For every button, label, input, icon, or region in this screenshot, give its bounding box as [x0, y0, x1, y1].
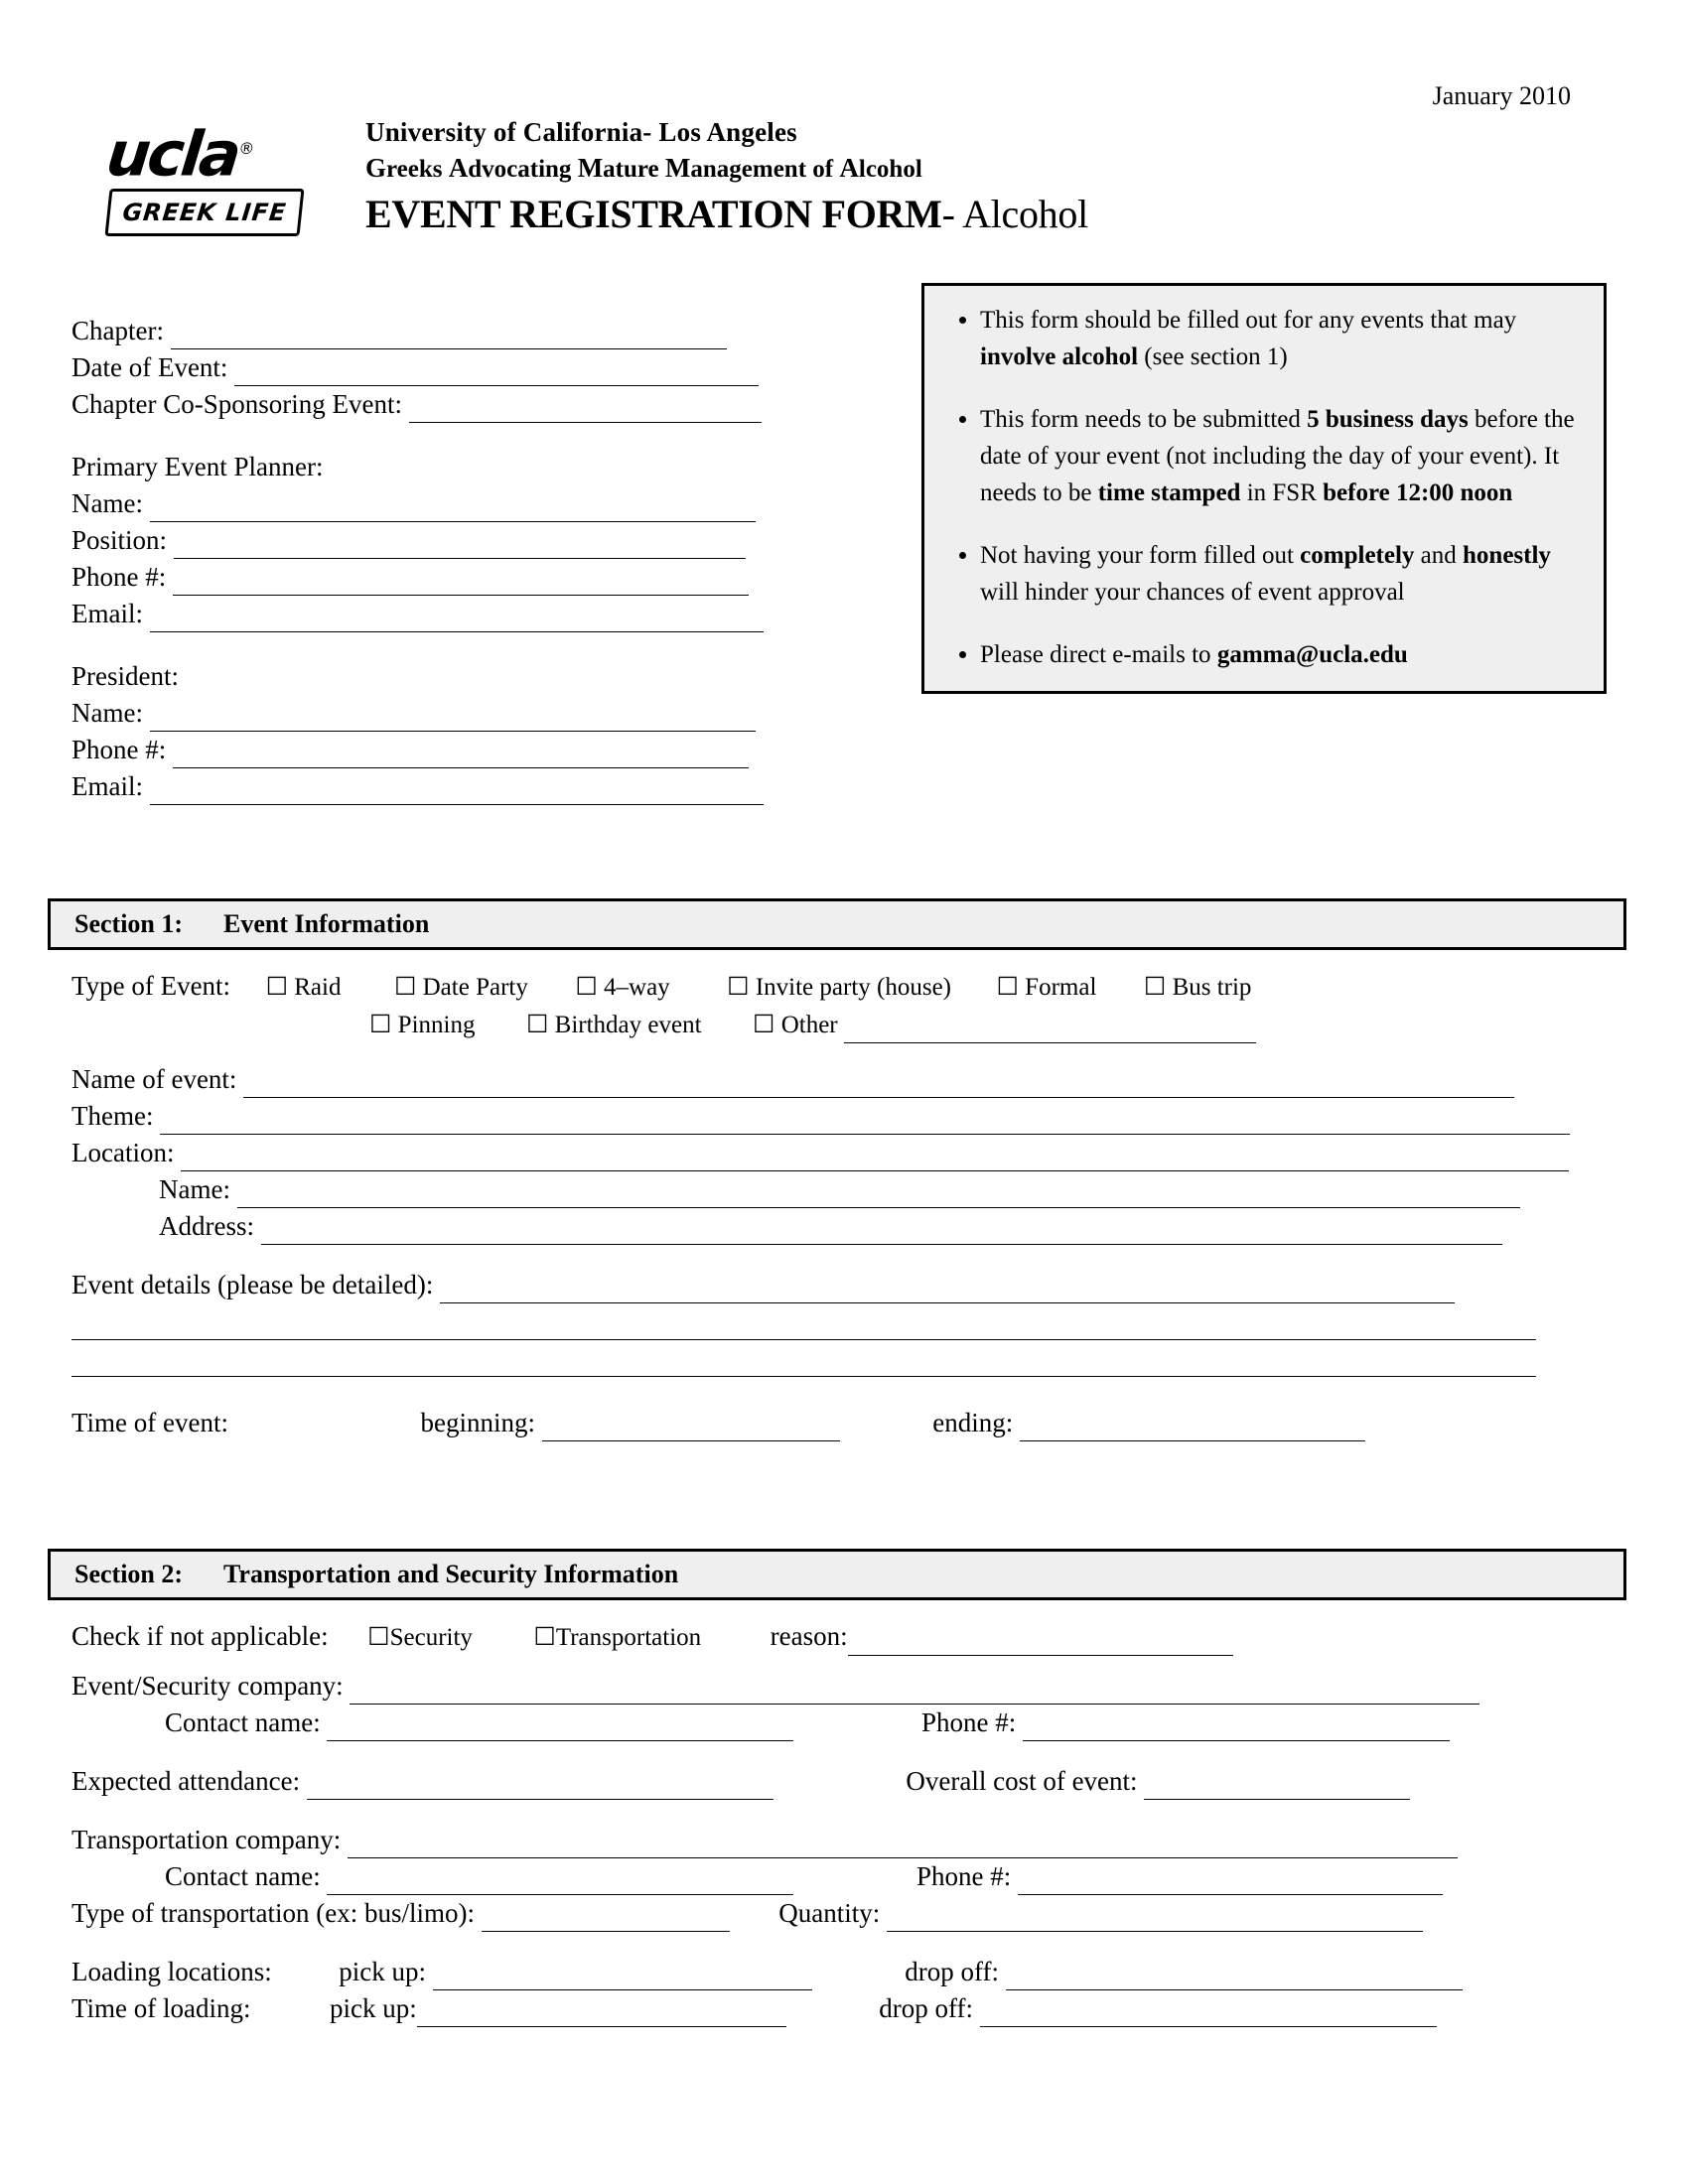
ucla-wordmark: [102, 117, 320, 191]
field-co-sponsor-label: Chapter Co-Sponsoring Event:: [71, 389, 402, 419]
spacer-1: [71, 423, 896, 449]
field-security-contact-label: Contact name:: [165, 1707, 321, 1737]
field-location-name: [71, 1171, 1620, 1208]
field-transport-contact-row: [71, 1858, 1620, 1895]
instruction-1-bold: involve alcohol: [980, 343, 1139, 370]
section-2-body: [71, 1618, 1620, 2027]
gamma-acronym-line: Greeks Advocating Mature Management of Alcohol: [365, 153, 922, 183]
field-theme-label: Theme:: [71, 1101, 154, 1131]
event-details-line-2-row: [71, 1303, 1620, 1340]
field-other-event-type-input[interactable]: [844, 1017, 1256, 1043]
instruction-item-2: [980, 401, 1590, 511]
instruction-3-bold-2: honestly: [1463, 542, 1551, 569]
spacer-6: [71, 1656, 1620, 1668]
field-overall-cost-input[interactable]: [1144, 1773, 1410, 1800]
event-type-row-1: [71, 968, 1620, 1006]
field-security-company-input[interactable]: [350, 1678, 1479, 1705]
field-planner-phone-input[interactable]: [173, 569, 749, 596]
field-chapter-input[interactable]: [171, 323, 727, 349]
field-security-company-label: Event/Security company:: [71, 1671, 344, 1701]
field-president-email: [71, 768, 896, 805]
instruction-2-text-c: in FSR: [1240, 479, 1324, 506]
field-security-phone-input[interactable]: [1023, 1714, 1450, 1741]
spacer-2: [71, 632, 896, 658]
loading-dropoff-label: drop off:: [905, 1957, 999, 1986]
loading-locations-label: Loading locations:: [71, 1957, 272, 1986]
field-quantity-input[interactable]: [887, 1905, 1423, 1932]
field-overall-cost-label: Overall cost of event:: [906, 1766, 1138, 1796]
field-president-phone: [71, 732, 896, 768]
field-location-address: [71, 1208, 1620, 1245]
field-transportation-company: [71, 1822, 1620, 1858]
time-of-loading-row: [71, 1990, 1620, 2027]
section-1-header: [48, 898, 1626, 950]
field-planner-phone: [71, 559, 896, 596]
field-time-beginning-input[interactable]: [542, 1415, 840, 1441]
reason-label: reason:: [770, 1621, 848, 1651]
time-dropoff-label: drop off:: [879, 1993, 974, 2023]
field-planner-name-label: Name:: [71, 488, 143, 518]
field-loading-dropoff-input[interactable]: [1006, 1964, 1463, 1990]
instruction-2-bold-1: 5 business days: [1307, 406, 1469, 433]
loading-locations-row: [71, 1954, 1620, 1990]
field-event-details-input-line-3[interactable]: [71, 1350, 1536, 1377]
instruction-3-text-b: and: [1414, 542, 1464, 569]
field-theme: [71, 1098, 1620, 1135]
field-loading-pickup-input[interactable]: [433, 1964, 812, 1990]
instruction-3-text-a: Not having your form filled out: [980, 542, 1301, 569]
event-type-row-2: [71, 1006, 1620, 1043]
checkbox-date-party-label: Date Party: [422, 974, 528, 1001]
checkbox-4-way-label: 4–way: [604, 974, 670, 1001]
field-transport-contact-label: Contact name:: [165, 1861, 321, 1891]
field-time-pickup-input[interactable]: [417, 2000, 786, 2027]
field-planner-name: [71, 485, 896, 522]
field-location-label: Location:: [71, 1138, 175, 1167]
checkbox-birthday-event[interactable]: ☐ Birthday event: [525, 1012, 702, 1038]
field-time-dropoff-input[interactable]: [980, 2000, 1437, 2027]
planner-heading: Primary Event Planner:: [71, 452, 324, 481]
checkbox-formal[interactable]: ☐ Formal: [996, 974, 1097, 1001]
field-transport-type-input[interactable]: [482, 1905, 730, 1932]
field-co-sponsor: [71, 386, 896, 423]
field-president-phone-label: Phone #:: [71, 735, 167, 764]
attendance-cost-row: [71, 1763, 1620, 1800]
loading-pickup-label: pick up:: [339, 1957, 426, 1986]
checkbox-pinning[interactable]: ☐ Pinning: [369, 1012, 476, 1038]
checkbox-other-label: Other: [780, 1012, 838, 1038]
instruction-2-text-b: before the date of your event (not including the day of your event). It needs to be: [980, 406, 1575, 506]
event-type-label: Type of Event:: [71, 971, 231, 1001]
instruction-2-bold-2: time stamped: [1097, 479, 1241, 506]
time-of-loading-label: Time of loading:: [71, 1993, 251, 2023]
page-title: [365, 191, 1358, 237]
president-heading: President:: [71, 661, 179, 691]
section-1-title: Event Information: [223, 909, 430, 938]
time-of-event-label: Time of event:: [71, 1408, 228, 1437]
field-president-email-label: Email:: [71, 771, 143, 801]
checkbox-raid-label: Raid: [294, 974, 342, 1001]
field-planner-name-input[interactable]: [150, 495, 756, 522]
time-beginning-label: beginning:: [420, 1408, 535, 1437]
instruction-2-bold-3: before 12:00 noon: [1323, 479, 1513, 506]
field-location-input[interactable]: [181, 1145, 1569, 1171]
greek-life-banner: [104, 189, 304, 236]
spacer-3: [71, 1043, 1620, 1061]
field-date-of-event-label: Date of Event:: [71, 352, 228, 382]
field-co-sponsor-input[interactable]: [409, 396, 762, 423]
field-location-name-label: Name:: [159, 1174, 230, 1204]
field-time-ending-input[interactable]: [1020, 1415, 1365, 1441]
section-2-title: Transportation and Security Information: [223, 1560, 679, 1588]
not-applicable-row: [71, 1618, 1620, 1656]
time-pickup-label: pick up:: [330, 1993, 417, 2023]
field-location-name-input[interactable]: [237, 1181, 1520, 1208]
field-transportation-company-label: Transportation company:: [71, 1825, 342, 1854]
instruction-item-4: [980, 636, 1590, 673]
checkbox-raid[interactable]: ☐ Raid: [265, 974, 342, 1001]
instructions-box: [921, 283, 1607, 694]
spacer-8: [71, 1800, 1620, 1822]
field-theme-input[interactable]: [160, 1108, 1570, 1135]
field-transportation-company-input[interactable]: [348, 1832, 1458, 1858]
instruction-2-text-a: This form needs to be submitted: [980, 406, 1308, 433]
field-chapter: [71, 313, 896, 349]
field-president-phone-input[interactable]: [173, 742, 749, 768]
field-location: [71, 1135, 1620, 1171]
field-planner-position-label: Position:: [71, 525, 168, 555]
checkbox-formal-label: Formal: [1025, 974, 1097, 1001]
field-planner-email-input[interactable]: [150, 606, 764, 632]
ucla-wordmark-text: ucla: [102, 117, 242, 191]
section-2-header: [48, 1549, 1626, 1600]
checkbox-invite-party-label: Invite party (house): [755, 974, 951, 1001]
field-president-name-input[interactable]: [150, 705, 756, 732]
instruction-item-1: [980, 302, 1590, 375]
checkbox-birthday-event-label: Birthday event: [554, 1012, 702, 1038]
field-expected-attendance-input[interactable]: [307, 1773, 774, 1800]
instruction-4-text-a: Please direct e-mails to: [980, 641, 1217, 668]
transport-type-quantity-row: [71, 1895, 1620, 1932]
field-planner-position: [71, 522, 896, 559]
field-name-of-event-input[interactable]: [243, 1071, 1514, 1098]
section-1-number: Section 1:: [74, 909, 184, 938]
checkbox-4-way[interactable]: ☐ 4–way: [575, 974, 670, 1001]
field-security-contact-row: [71, 1705, 1620, 1741]
instruction-3-bold-1: completely: [1300, 542, 1415, 569]
university-name: University of California- Los Angeles: [365, 117, 797, 147]
field-president-email-input[interactable]: [150, 778, 764, 805]
field-planner-email-label: Email:: [71, 599, 143, 628]
field-transport-phone-input[interactable]: [1018, 1868, 1443, 1895]
field-date-of-event: [71, 349, 896, 386]
field-location-address-label: Address:: [159, 1211, 254, 1241]
field-name-of-event-label: Name of event:: [71, 1064, 237, 1094]
field-transport-contact-input[interactable]: [327, 1868, 793, 1895]
checkbox-pinning-label: Pinning: [397, 1012, 476, 1038]
ucla-greek-life-logo: [102, 117, 316, 248]
checkbox-na-transportation[interactable]: ☐Transportation: [533, 1624, 702, 1651]
spacer-4: [71, 1245, 1620, 1267]
checkbox-na-security[interactable]: ☐Security: [367, 1624, 473, 1651]
contact-email[interactable]: gamma@ucla.edu: [1216, 641, 1408, 668]
checkbox-na-transportation-label: Transportation: [555, 1624, 702, 1651]
field-reason-input[interactable]: [848, 1629, 1233, 1656]
field-planner-email: [71, 596, 896, 632]
checkbox-date-party[interactable]: ☐ Date Party: [393, 974, 528, 1001]
not-applicable-label: Check if not applicable:: [71, 1621, 329, 1651]
field-security-contact-input[interactable]: [327, 1714, 793, 1741]
field-name-of-event: [71, 1061, 1620, 1098]
time-of-event-row: [71, 1405, 1620, 1441]
field-chapter-label: Chapter:: [71, 316, 164, 345]
field-security-phone-label: Phone #:: [920, 1707, 1017, 1737]
section-2-number: Section 2:: [74, 1560, 184, 1588]
page-title-rest: - Alcohol: [941, 192, 1088, 236]
field-transport-phone-label: Phone #:: [915, 1861, 1012, 1891]
instruction-1-text-a: This form should be filled out for any events that may: [980, 307, 1517, 334]
field-quantity-label: Quantity:: [778, 1898, 881, 1928]
time-ending-label: ending:: [932, 1408, 1014, 1437]
field-event-details-label: Event details (please be detailed):: [71, 1270, 434, 1299]
spacer-9: [71, 1932, 1620, 1954]
field-location-address-input[interactable]: [261, 1218, 1502, 1245]
checkbox-other[interactable]: ☐ Other: [753, 1012, 838, 1038]
field-event-details-input-line-2[interactable]: [71, 1313, 1536, 1340]
field-president-name-label: Name:: [71, 698, 143, 728]
registered-trademark-icon: ®: [237, 139, 253, 158]
field-event-details-input-line-1[interactable]: [440, 1277, 1455, 1303]
document-date: January 2010: [1432, 81, 1571, 110]
field-security-company: [71, 1668, 1620, 1705]
event-details-line-3-row: [71, 1340, 1620, 1377]
spacer-5: [71, 1377, 1620, 1405]
checkbox-bus-trip[interactable]: ☐ Bus trip: [1143, 974, 1252, 1001]
section-1-body: [71, 968, 1620, 1441]
instruction-3-text-c: will hinder your chances of event approval: [980, 579, 1405, 606]
checkbox-invite-party[interactable]: ☐ Invite party (house): [727, 974, 951, 1001]
field-transport-type-label: Type of transportation (ex: bus/limo):: [71, 1898, 476, 1928]
checkbox-bus-trip-label: Bus trip: [1172, 974, 1252, 1001]
instruction-1-text-b: (see section 1): [1138, 343, 1288, 370]
contact-info-block: [71, 313, 896, 805]
field-date-of-event-input[interactable]: [234, 359, 759, 386]
page-title-bold: EVENT REGISTRATION FORM: [365, 192, 942, 236]
field-planner-position-input[interactable]: [174, 532, 746, 559]
field-planner-phone-label: Phone #:: [71, 562, 167, 592]
instruction-item-3: [980, 537, 1590, 611]
document-title-block: [365, 117, 1358, 237]
spacer-7: [71, 1741, 1620, 1763]
field-expected-attendance-label: Expected attendance:: [71, 1766, 301, 1796]
field-event-details: [71, 1267, 1620, 1303]
greek-life-banner-text: GREEK LIFE: [121, 198, 288, 226]
field-president-name: [71, 695, 896, 732]
checkbox-na-security-label: Security: [389, 1624, 473, 1651]
